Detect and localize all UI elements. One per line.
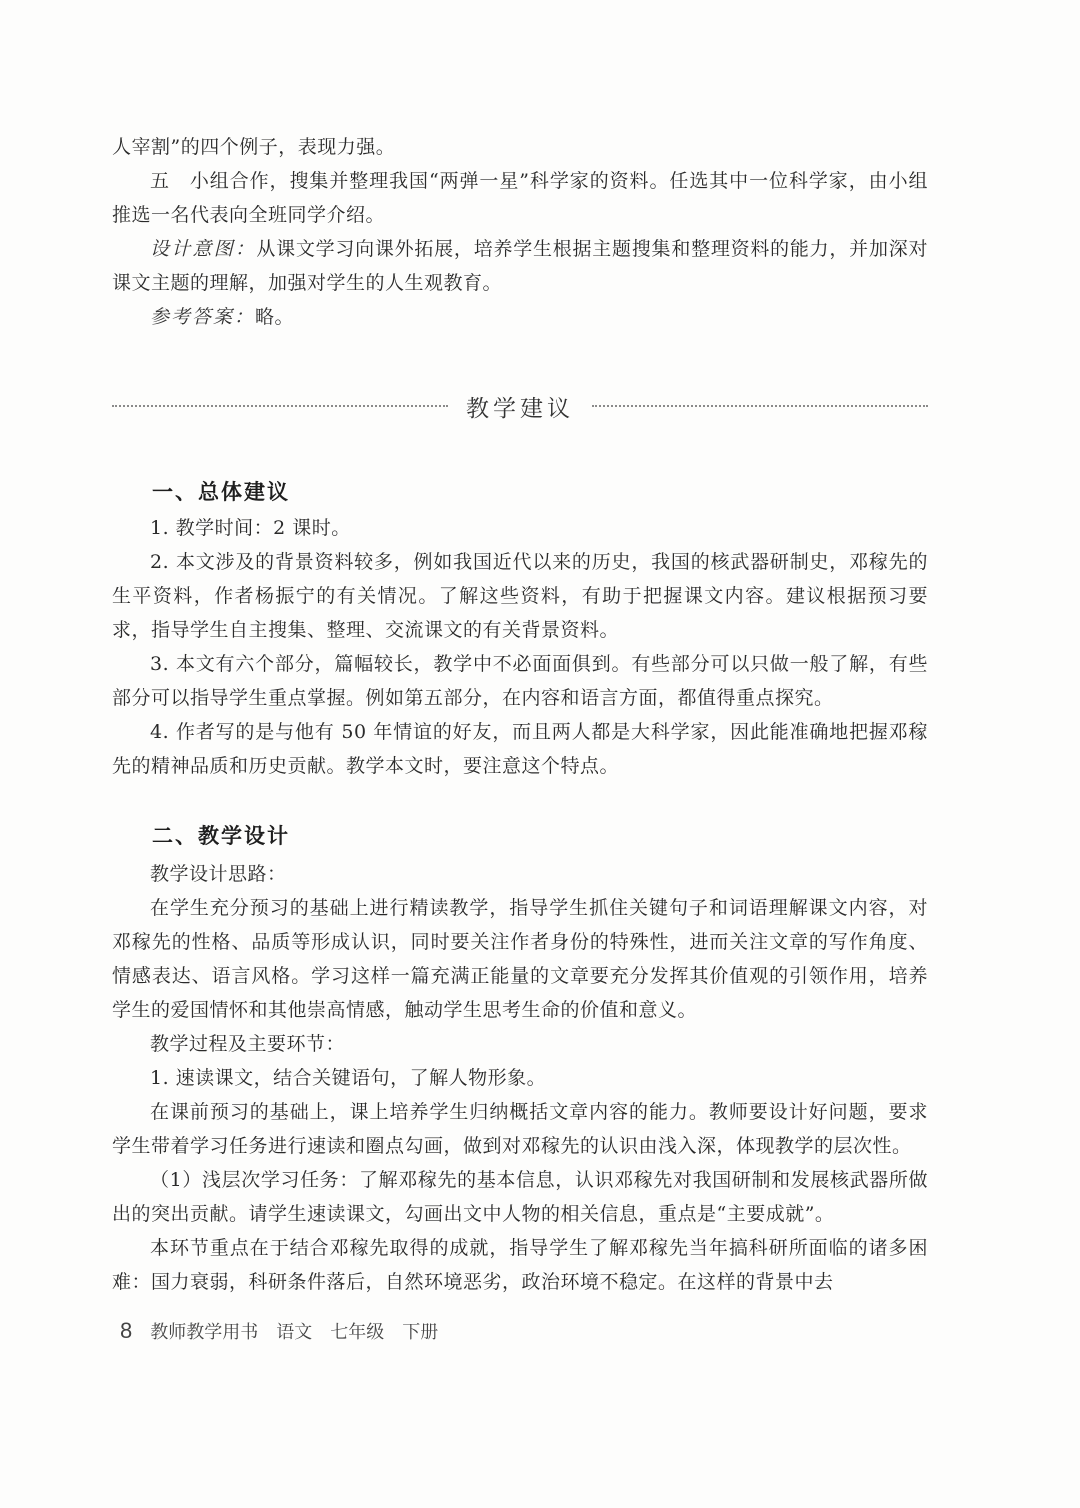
paragraph: 1. 速读课文，结合关键语句，了解人物形象。 (150, 1067, 547, 1089)
section-title (112, 386, 928, 426)
paragraph: 在学生充分预习的基础上进行精读教学，指导学生抓住关键句子和词语理解课文内容，对邓稼先的性格、品质等形成认识，同时要关注作者身份的特殊性，进而关注文章的写作角度、情感表达、语言风格。学习这样一篇充满正能量的文章要充分发挥其价值观的引领作用，培养学生的爱国情怀和其他崇高情感，触动学生思考生命的价值和意义。 (112, 897, 928, 1021)
part1-list (112, 511, 928, 783)
paragraph: 教学过程及主要环节： (150, 1033, 346, 1055)
page-footer (120, 1318, 438, 1344)
paragraph: （1）浅层次学习任务：了解邓稼先的基本信息，认识邓稼先对我国研制和发展核武器所做出的突出贡献。请学生速读课文，勾画出文中人物的相关信息，重点是“主要成就”。 (112, 1169, 928, 1225)
paragraph: 教学设计思路： (150, 863, 287, 885)
reference-answer-text: 略。 (255, 306, 295, 328)
part2-heading: 二、教学设计 (152, 824, 290, 848)
item-five: 五 小组合作，搜集并整理我国“两弹一星”科学家的资料。任选其中一位科学家，由小组推选一名代表向全班同学介绍。 (112, 170, 928, 226)
top-section (112, 130, 928, 334)
continued-line: 人宰割”的四个例子，表现力强。 (112, 136, 396, 158)
paragraph: 本环节重点在于结合邓稼先取得的成就，指导学生了解邓稼先当年搞科研所面临的诸多困难：国力衰弱，科研条件落后，自然环境恶劣，政治环境不稳定。在这样的背景中去 (112, 1237, 928, 1293)
book-title: 教师教学用书 语文 七年级 下册 (150, 1322, 439, 1343)
design-intent-text: 从课文学习向课外拓展，培养学生根据主题搜集和整理资料的能力，并加深对课文主题的理解，加强对学生的人生观教育。 (112, 238, 928, 294)
paragraph: 在课前预习的基础上，课上培养学生归纳概括文章内容的能力。教师要设计好问题，要求学生带着学习任务进行速读和圈点勾画，做到对邓稼先的认识由浅入深，体现教学的层次性。 (112, 1101, 928, 1157)
part1-heading: 一、总体建议 (152, 480, 290, 504)
dotted-rule-left (112, 405, 448, 407)
list-item: 4. 作者写的是与他有 50 年情谊的好友，而且两人都是大科学家，因此能准确地把握邓稼先的精神品质和历史贡献。教学本文时，要注意这个特点。 (112, 721, 928, 777)
section-title-text: 教学建议 (466, 395, 574, 422)
page-number: 8 (120, 1318, 133, 1343)
list-item: 3. 本文有六个部分，篇幅较长，教学中不必面面俱到。有些部分可以只做一般了解，有些部分可以指导学生重点掌握。例如第五部分，在内容和语言方面，都值得重点探究。 (112, 653, 928, 709)
list-item: 1. 教学时间：2 课时。 (150, 517, 351, 539)
reference-answer-label: 参考答案： (150, 306, 256, 328)
reference-answer (112, 300, 928, 334)
dotted-rule-right (592, 405, 928, 407)
part2-body (112, 857, 928, 1299)
design-intent-label: 设计意图： (150, 238, 257, 260)
list-item: 2. 本文涉及的背景资料较多，例如我国近代以来的历史，我国的核武器研制史，邓稼先的生平资料，作者杨振宁的有关情况。了解这些资料，有助于把握课文内容。建议根据预习要求，指导学生自主搜集、整理、交流课文的有关背景资料。 (112, 551, 928, 641)
design-intent (112, 232, 928, 300)
